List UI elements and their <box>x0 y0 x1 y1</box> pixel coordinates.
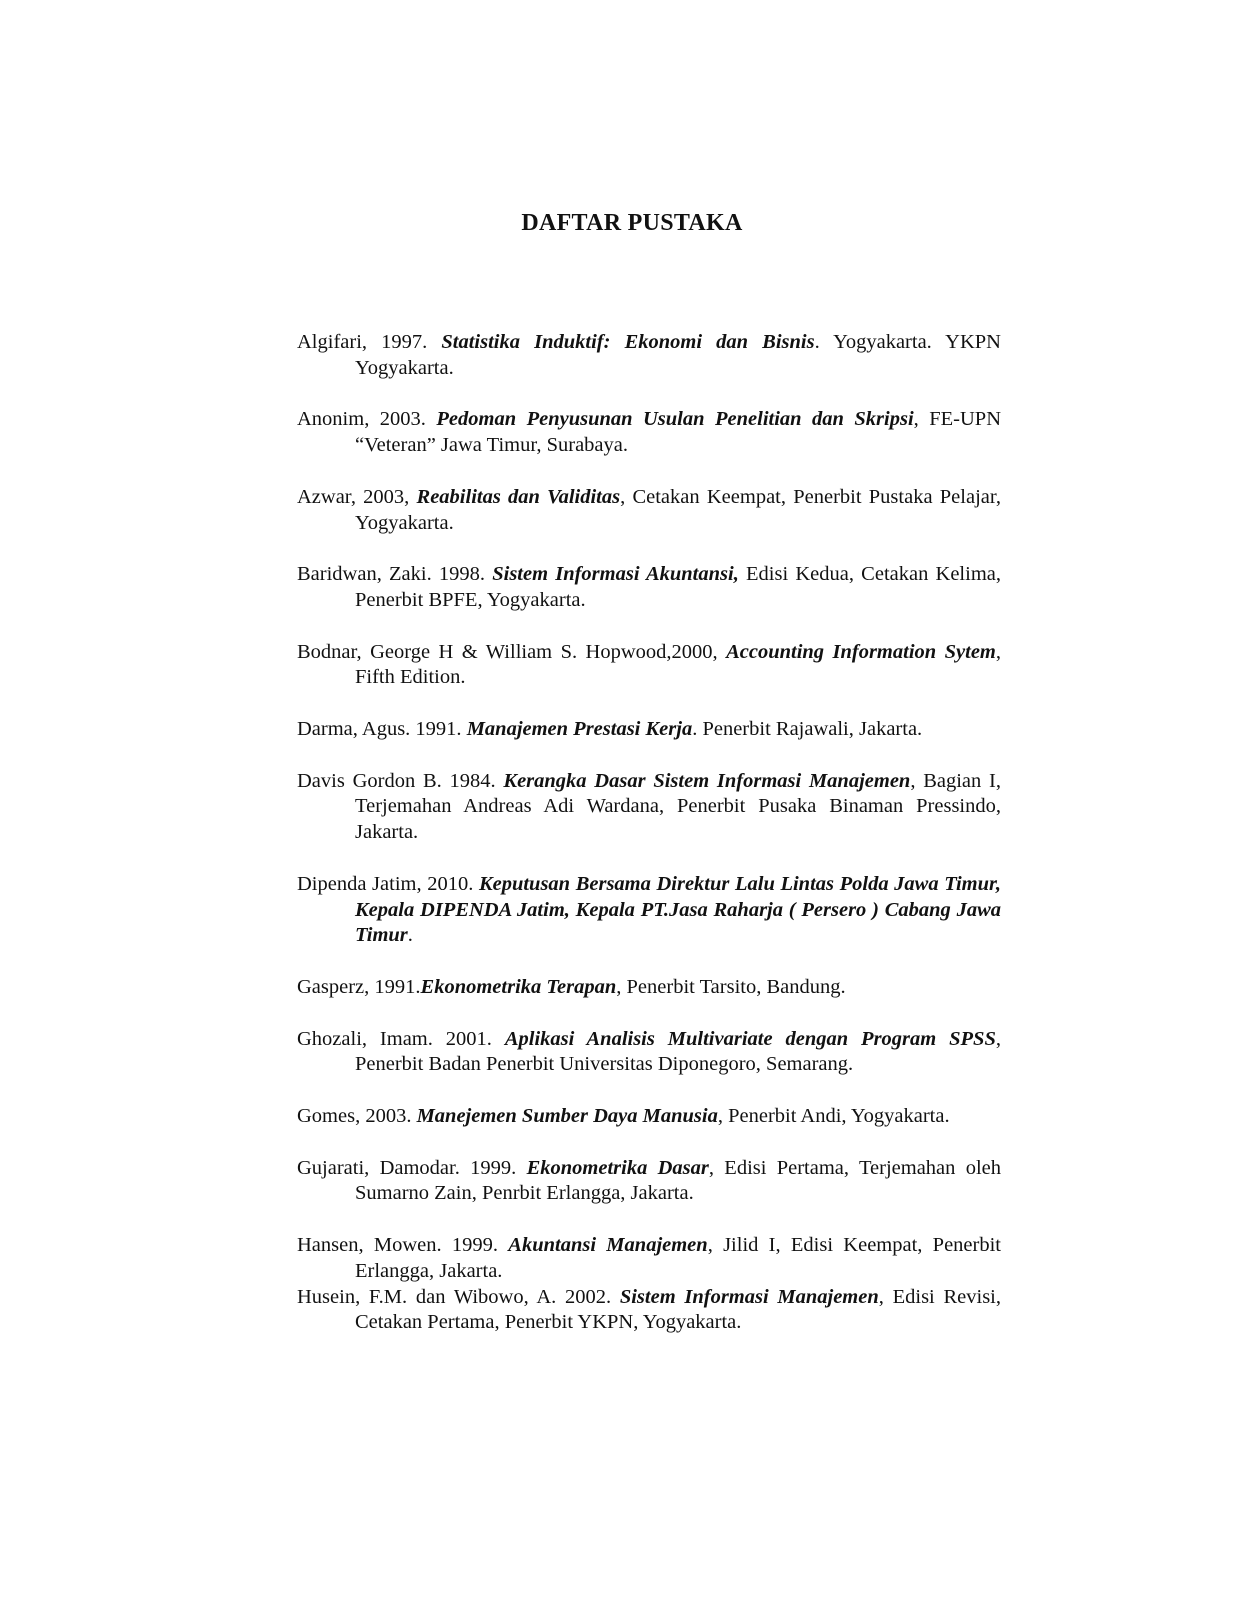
reference-details: . Yogyakarta. YKPN Yogyakarta. <box>355 331 1001 379</box>
reference-author: Anonim, 2003. <box>297 408 437 431</box>
reference-details: , Penerbit Andi, Yogyakarta. <box>717 1105 950 1128</box>
page-title: DAFTAR PUSTAKA <box>521 210 743 236</box>
reference-title: Pedoman Penyusunan Usulan Penelitian dan Skripsi <box>436 408 914 431</box>
reference-details: , Jilid I, Edisi Keempat, Penerbit Erlangga, Jakarta. <box>355 1234 1001 1282</box>
reference-item <box>297 1027 1001 1078</box>
reference-item <box>297 717 1001 743</box>
reference-author: Baridwan, Zaki. 1998. <box>297 563 493 586</box>
reference-author: Azwar, 2003, <box>297 485 417 508</box>
reference-title: Ekonometrika Dasar <box>526 1156 709 1179</box>
reference-item <box>297 1233 1001 1284</box>
reference-details: , Penerbit Badan Penerbit Universitas Diponegoro, Semarang. <box>355 1027 1001 1076</box>
reference-author: Dipenda Jatim, 2010. <box>297 872 479 895</box>
reference-item <box>297 407 1001 458</box>
reference-details: , Edisi Pertama, Terjemahan oleh Sumarno Zain, Penrbit Erlangga, Jakarta. <box>355 1156 1001 1205</box>
reference-title: Sistem Informasi Manajemen <box>619 1285 879 1308</box>
reference-title: Akuntansi Manajemen <box>508 1234 708 1257</box>
reference-title: Statistika Induktif: Ekonomi dan Bisnis <box>441 331 815 353</box>
reference-title: Kerangka Dasar Sistem Informasi Manajemen <box>503 769 911 792</box>
reference-title: Manejemen Sumber Daya Manusia <box>416 1105 718 1128</box>
reference-details: , Cetakan Keempat, Penerbit Pustaka Pelajar, Yogyakarta. <box>355 485 1001 534</box>
reference-item <box>297 769 1001 846</box>
reference-author: Ghozali, Imam. 2001. <box>297 1027 505 1050</box>
reference-item <box>297 640 1001 691</box>
reference-item <box>297 872 1001 949</box>
reference-item <box>297 562 1001 613</box>
reference-author: Hansen, Mowen. 1999. <box>297 1234 509 1257</box>
reference-details: Edisi Kedua, Cetakan Kelima, Penerbit BPFE, Yogyakarta. <box>355 563 1001 611</box>
reference-author: Gasperz, 1991. <box>297 975 421 998</box>
reference-author: Gujarati, Damodar. 1999. <box>297 1156 527 1179</box>
reference-author: Husein, F.M. dan Wibowo, A. 2002. <box>297 1285 620 1308</box>
reference-details: , Penerbit Tarsito, Bandung. <box>616 975 846 998</box>
reference-author: Bodnar, George H & William S. Hopwood,2000, <box>297 640 727 663</box>
reference-author: Davis Gordon B. 1984. <box>297 769 504 792</box>
reference-details: . <box>407 924 413 947</box>
reference-author: Gomes, 2003. <box>297 1105 417 1128</box>
reference-details: . Penerbit Rajawali, Jakarta. <box>692 718 923 741</box>
reference-author: Algifari, 1997. <box>297 331 442 353</box>
reference-title: Aplikasi Analisis Multivariate dengan Program SPSS <box>504 1027 996 1050</box>
reference-author: Darma, Agus. 1991. <box>297 718 467 741</box>
reference-details: , Edisi Revisi, Cetakan Pertama, Penerbit YKPN, Yogyakarta. <box>355 1285 1001 1334</box>
reference-item <box>297 485 1001 536</box>
reference-title: Keputusan Bersama Direktur Lalu Lintas Polda Jawa Timur, Kepala DIPENDA Jatim, Kepala PT.Jasa Raharja ( Persero ) Cabang Jawa Timur <box>355 872 1001 947</box>
reference-title: Accounting Information Sytem <box>726 640 996 663</box>
reference-list <box>297 330 1001 1362</box>
reference-title: Ekonometrika Terapan <box>420 975 617 998</box>
reference-title: Reabilitas dan Validitas <box>416 485 621 508</box>
reference-title: Manajemen Prestasi Kerja <box>466 718 693 741</box>
reference-item <box>297 330 1001 381</box>
reference-item <box>297 1156 1001 1207</box>
reference-item <box>297 975 1001 1001</box>
reference-details: , Fifth Edition. <box>355 640 1001 689</box>
reference-item <box>297 1285 1001 1336</box>
reference-title: Sistem Informasi Akuntansi, <box>492 563 739 586</box>
reference-details: , FE-UPN “Veteran” Jawa Timur, Surabaya. <box>355 408 1001 457</box>
reference-item <box>297 1104 1001 1130</box>
reference-details: , Bagian I, Terjemahan Andreas Adi Wardana, Penerbit Pusaka Binaman Pressindo, Jakarta. <box>355 769 1001 844</box>
